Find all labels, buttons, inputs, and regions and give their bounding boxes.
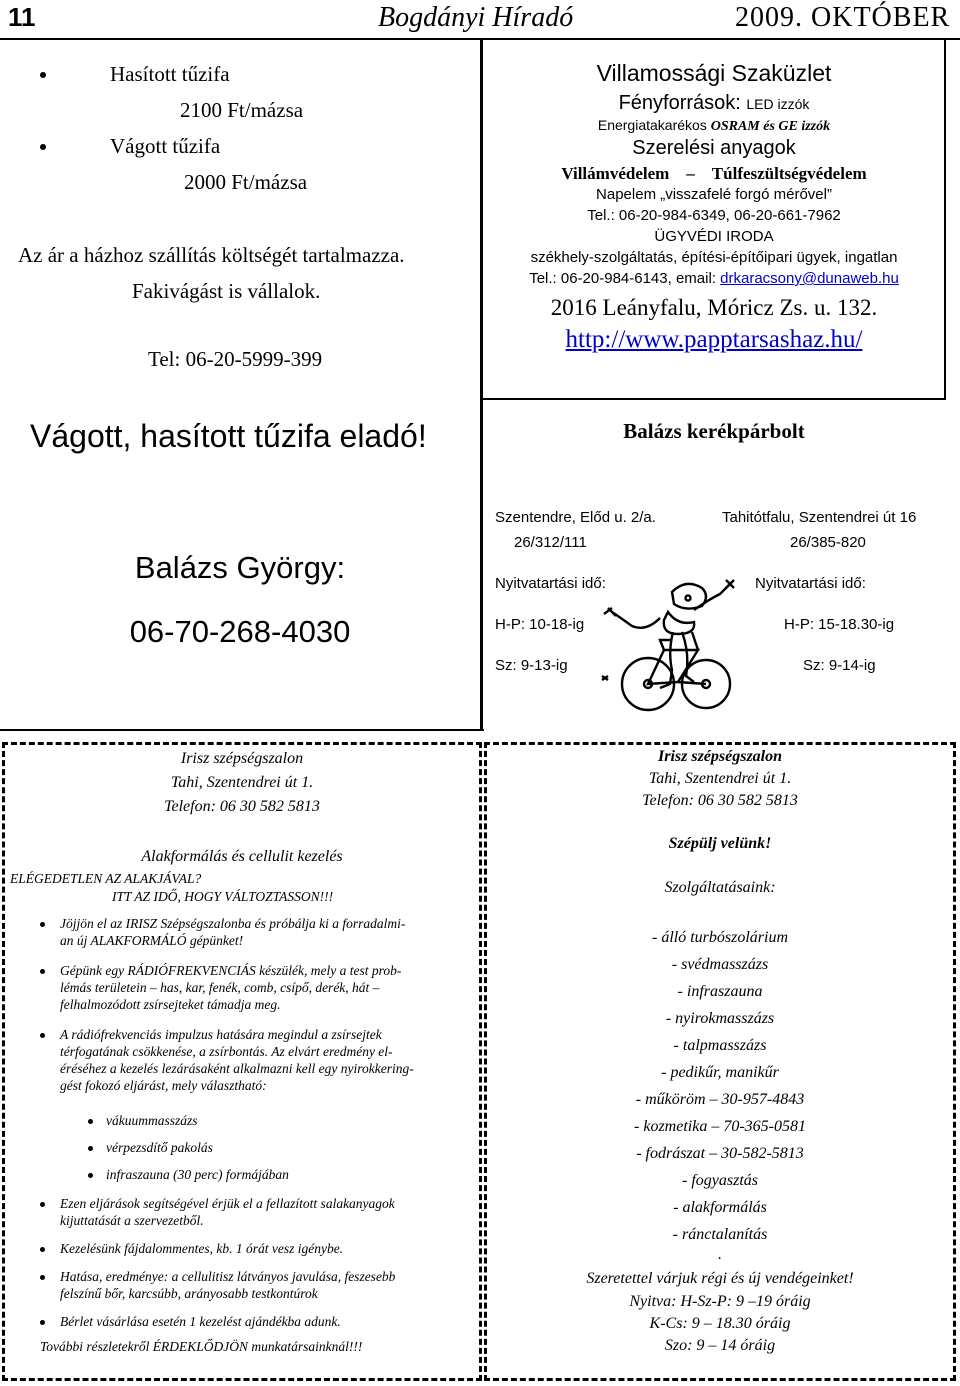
salon-footer: További részletekről ÉRDEKLŐDJÖN munkatársainknál!!! bbox=[40, 1339, 363, 1354]
service-item: - műköröm – 30-957-4843 bbox=[635, 1091, 805, 1108]
website bbox=[482, 326, 946, 354]
shop2-address: Tahitótfalu, Szentendrei út 16 bbox=[722, 509, 917, 526]
service-item: - ránctalanítás bbox=[672, 1226, 768, 1243]
salon-hours-2: K-Cs: 9 – 18.30 óráig bbox=[649, 1315, 791, 1332]
cyclist-cartoon-icon bbox=[598, 572, 748, 722]
services-title: Szolgáltatásaink: bbox=[664, 879, 776, 896]
website-link[interactable]: http://www.papptarsashaz.hu/ bbox=[565, 326, 863, 353]
service-item: - alakformálás bbox=[673, 1199, 767, 1216]
salon-right-address: Tahi, Szentendrei út 1. bbox=[648, 770, 792, 787]
surge-protection: Túlfeszültségvédelem bbox=[711, 164, 867, 183]
salon-left-subtitle: Alakformálás és cellulit kezelés bbox=[141, 848, 343, 865]
salon-sub-3: infraszauna (30 perc) formájában bbox=[106, 1167, 289, 1182]
wood-price-2: 2000 Ft/mázsa bbox=[184, 170, 308, 194]
salon-hours-3: Szo: 9 – 14 óráig bbox=[664, 1337, 776, 1354]
bike-owner-name: Balázs György: bbox=[134, 550, 346, 585]
issue-date: 2009. OKTÓBER bbox=[735, 2, 951, 33]
salon-para-6: Hatása, eredménye: a cellulitisz látványos javulása, feszesebb felszínű bőr, karcsúbb, arányosabb testkontúrok bbox=[60, 1269, 396, 1301]
electric-phone: Tel.: 06-20-984-6349, 06-20-661-7962 bbox=[587, 207, 841, 224]
service-item: - infraszauna bbox=[677, 983, 763, 1000]
salon-sub-1: vákuummasszázs bbox=[106, 1113, 198, 1128]
salon-para-2: Gépünk egy RÁDIÓFREKVENCIÁS készülék, mely a test prob- lémás területein – has, kar, fenék, comb, csípő, derék, hát – felhalmozódott zsírsejteket támadja meg. bbox=[60, 963, 402, 1012]
service-item: - svédmasszázs bbox=[671, 956, 769, 973]
service-item: . bbox=[718, 1246, 722, 1263]
osram-ge-label: OSRAM és GE izzók bbox=[710, 119, 831, 134]
wood-price-1: 2100 Ft/mázsa bbox=[180, 98, 304, 122]
salon-para-5: Kezelésünk fájdalommentes, kb. 1 órát vesz igénybe. bbox=[60, 1241, 344, 1256]
service-item: - fodrászat – 30-582-5813 bbox=[636, 1145, 804, 1162]
shop1-hours-label: Nyitvatartási idő: bbox=[495, 575, 606, 592]
wood-headline: Vágott, hasított tűzifa eladó! bbox=[30, 418, 427, 454]
salon-para-4: Ezen eljárások segítségével érjük el a fellazított salakanyagok kijuttatását a szervezetből. bbox=[60, 1196, 395, 1228]
shop2-saturday: Sz: 9-14-ig bbox=[803, 657, 876, 674]
salon-left-name: Irisz szépségszalon bbox=[180, 750, 304, 767]
electric-title: Villamossági Szaküzlet bbox=[596, 60, 832, 86]
salon-left-address: Tahi, Szentendrei út 1. bbox=[170, 774, 314, 791]
wood-cutting-note: Fakivágást is vállalok. bbox=[132, 279, 321, 303]
bullet bbox=[88, 1173, 93, 1178]
salon-right-name: Irisz szépségszalon bbox=[657, 748, 783, 765]
bullet bbox=[88, 1146, 93, 1151]
services-list bbox=[487, 924, 953, 1262]
bullet bbox=[40, 1275, 45, 1280]
wood-phone: Tel: 06-20-5999-399 bbox=[148, 347, 323, 371]
wood-delivery-note: Az ár a házhoz szállítás költségét tartalmazza. bbox=[18, 243, 405, 267]
law-office-title: ÜGYVÉDI IRODA bbox=[654, 228, 774, 245]
salon-para-7: Bérlet vásárlása esetén 1 kezelést ajándékba adunk. bbox=[60, 1314, 341, 1329]
lightning-protection: Villámvédelem bbox=[561, 164, 670, 183]
salon-hours-1: Nyitva: H-Sz-P: 9 –19 óráig bbox=[629, 1293, 811, 1310]
bullet bbox=[40, 1247, 45, 1252]
bullet bbox=[40, 922, 45, 927]
shop1-address: Szentendre, Előd u. 2/a. bbox=[495, 509, 656, 526]
service-item: - álló turbószolárium bbox=[651, 929, 788, 946]
wood-item-2: Vágott tűzifa bbox=[110, 134, 221, 158]
bike-section-rule bbox=[0, 729, 484, 731]
salon-slogan: Szépülj velünk! bbox=[668, 835, 772, 852]
shop1-phone: 26/312/111 bbox=[514, 534, 587, 551]
bullet bbox=[40, 969, 45, 974]
energy-saving-label: Energiatakarékos bbox=[597, 117, 711, 133]
electric-line-4 bbox=[482, 164, 946, 184]
electric-address: 2016 Leányfalu, Móricz Zs. u. 132. bbox=[550, 295, 878, 320]
service-item: - nyirokmasszázs bbox=[665, 1010, 775, 1027]
service-item: - talpmasszázs bbox=[673, 1037, 767, 1054]
light-sources-label: Fényforrások: bbox=[618, 92, 747, 114]
bike-shop-title: Balázs kerékpárbolt bbox=[623, 419, 805, 443]
bullet bbox=[40, 1033, 45, 1038]
salon-left-phone: Telefon: 06 30 582 5813 bbox=[164, 798, 320, 815]
bullet bbox=[40, 1320, 45, 1325]
bullet bbox=[40, 72, 46, 78]
shop1-saturday: Sz: 9-13-ig bbox=[495, 657, 568, 674]
bike-owner-phone: 06-70-268-4030 bbox=[129, 614, 351, 649]
electric-line-2 bbox=[482, 117, 946, 135]
salon-para-3: A rádiófrekvenciás impulzus hatására megindul a zsírsejtek térfogatának csökkenése, a zsírbontás. Az elvárt eredmény el- éréséhez a kezelés lezárásaként alkalmazni kell egy nyirokkering- gést fokozó eljárást, mely választható: bbox=[60, 1027, 414, 1093]
salon-right-phone: Telefon: 06 30 582 5813 bbox=[642, 792, 798, 809]
page-number: 11 bbox=[8, 2, 36, 32]
wood-item-1: Hasított tűzifa bbox=[110, 62, 230, 86]
electric-line-1 bbox=[482, 92, 946, 115]
law-office-desc: székhely-szolgáltatás, építési-építőipari ügyek, ingatlan bbox=[530, 249, 898, 266]
law-office-email-link[interactable]: drkaracsony@dunaweb.hu bbox=[720, 270, 899, 287]
electric-line-5: Napelem „visszafelé forgó mérővel” bbox=[596, 186, 832, 203]
law-office-phone: Tel.: 06-20-984-6143, email: bbox=[529, 270, 721, 287]
led-label: LED izzók bbox=[746, 96, 810, 112]
salon-para-1: Jöjjön el az IRISZ Szépségszalonba és próbálja ki a forradalmi- an új ALAKFORMÁLÓ gépünket! bbox=[60, 916, 406, 948]
newspaper-title: Bogdányi Híradó bbox=[378, 2, 574, 33]
dash: – bbox=[686, 164, 695, 183]
bullet bbox=[88, 1119, 93, 1124]
shop2-phone: 26/385-820 bbox=[790, 534, 866, 551]
electric-line-3: Szerelési anyagok bbox=[632, 137, 796, 159]
salon-welcome: Szeretettel várjuk régi és új vendégeinket! bbox=[586, 1270, 854, 1287]
law-office-contact bbox=[482, 270, 946, 287]
service-item: - kozmetika – 70-365-0581 bbox=[634, 1118, 806, 1135]
salon-question-2: ITT AZ IDŐ, HOGY VÁLTOZTASSON!!! bbox=[112, 889, 334, 904]
bullet bbox=[40, 1202, 45, 1207]
shop1-weekday: H-P: 10-18-ig bbox=[495, 616, 585, 633]
service-item: - pedikűr, manikűr bbox=[661, 1064, 779, 1081]
bullet bbox=[40, 144, 46, 150]
shop2-hours-label: Nyitvatartási idő: bbox=[755, 575, 866, 592]
shop2-weekday: H-P: 15-18.30-ig bbox=[784, 616, 895, 633]
service-item: - fogyasztás bbox=[682, 1172, 758, 1189]
salon-sub-2: vérpezsdítő pakolás bbox=[106, 1140, 213, 1155]
salon-question-1: ELÉGEDETLEN AZ ALAKJÁVAL? bbox=[10, 871, 202, 886]
